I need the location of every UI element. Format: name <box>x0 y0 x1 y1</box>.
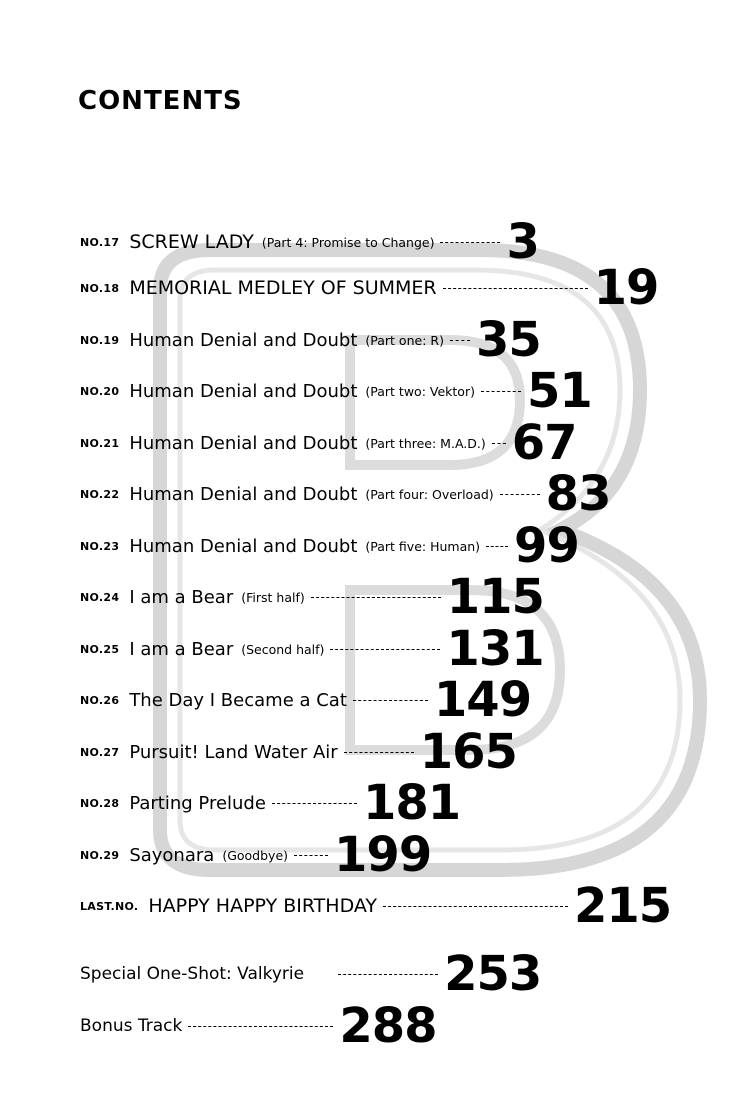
toc-entry <box>80 415 577 471</box>
toc-entry <box>80 518 579 574</box>
dot-leader <box>481 391 521 392</box>
chapter-title: Parting Prelude <box>129 792 266 814</box>
page-number: 215 <box>574 878 672 934</box>
chapter-number: NO.29 <box>80 848 120 862</box>
page-title: CONTENTS <box>78 86 243 116</box>
chapter-number: NO.21 <box>80 436 120 450</box>
chapter-subtitle: (Second half) <box>241 641 325 657</box>
chapter-number: NO.24 <box>80 590 120 604</box>
chapter-number: LAST.NO. <box>80 899 139 913</box>
page-number: 99 <box>514 518 579 574</box>
extra-title: Bonus Track <box>80 1016 183 1036</box>
chapter-title: HAPPY HAPPY BIRTHDAY <box>148 895 377 917</box>
toc-extra-entry <box>80 998 437 1054</box>
page-number: 51 <box>526 363 592 419</box>
page-number: 288 <box>339 998 437 1054</box>
page-number: 165 <box>419 724 517 780</box>
toc-entry <box>80 672 532 728</box>
chapter-subtitle: (Part 4: Promise to Change) <box>261 234 435 250</box>
chapter-subtitle: (Goodbye) <box>222 847 289 863</box>
dot-leader <box>440 242 500 243</box>
chapter-title: Human Denial and Doubt <box>129 380 358 402</box>
chapter-title: I am a Bear <box>129 586 234 608</box>
toc-entry <box>80 569 544 625</box>
chapter-title: I am a Bear <box>129 638 234 660</box>
page-number: 253 <box>444 946 542 1002</box>
page-number: 199 <box>334 827 432 883</box>
chapter-number: NO.28 <box>80 796 120 810</box>
dot-leader <box>450 340 470 341</box>
toc-entry <box>80 827 432 883</box>
chapter-title: Human Denial and Doubt <box>129 329 358 351</box>
page-number: 181 <box>362 775 461 831</box>
page-number: 19 <box>593 260 659 316</box>
chapter-title: Human Denial and Doubt <box>129 432 358 454</box>
dot-leader <box>383 906 568 907</box>
chapter-number: NO.19 <box>80 333 120 347</box>
chapter-number: NO.17 <box>80 235 120 249</box>
page-number: 115 <box>446 569 544 625</box>
chapter-subtitle: (Part five: Human) <box>365 538 481 554</box>
dot-leader <box>338 974 438 975</box>
toc-entry <box>80 724 517 780</box>
page-number: 67 <box>511 415 577 471</box>
toc-entry <box>80 878 672 934</box>
dot-leader <box>330 649 440 650</box>
page-number: 3 <box>506 214 539 270</box>
dot-leader <box>486 546 508 547</box>
chapter-number: NO.27 <box>80 745 120 759</box>
chapter-number: NO.25 <box>80 642 120 656</box>
dot-leader <box>188 1026 333 1027</box>
chapter-subtitle: (Part one: R) <box>365 332 444 348</box>
dot-leader <box>272 803 357 804</box>
chapter-number: NO.22 <box>80 487 120 501</box>
chapter-title: Pursuit! Land Water Air <box>129 741 338 763</box>
toc-extra-entry <box>80 946 542 1002</box>
chapter-title: MEMORIAL MEDLEY OF SUMMER <box>129 277 437 299</box>
page-number: 149 <box>433 672 532 728</box>
chapter-subtitle: (Part four: Overload) <box>365 486 494 502</box>
chapter-title: Human Denial and Doubt <box>129 535 358 557</box>
toc-entry <box>80 260 659 316</box>
toc-entry <box>80 214 539 270</box>
toc-entry <box>80 775 461 831</box>
chapter-title: The Day I Became a Cat <box>129 689 347 711</box>
dot-leader <box>311 597 441 598</box>
dot-leader <box>443 288 588 289</box>
page-number: 131 <box>446 621 544 677</box>
toc-entry <box>80 363 592 419</box>
dot-leader <box>294 855 328 856</box>
dot-leader <box>500 494 540 495</box>
chapter-number: NO.23 <box>80 539 120 553</box>
toc-entry <box>80 621 544 677</box>
extra-title: Special One-Shot: Valkyrie <box>80 964 305 984</box>
dot-leader <box>492 443 506 444</box>
chapter-subtitle: (Part two: Vektor) <box>365 383 475 399</box>
toc-entry <box>80 466 611 522</box>
chapter-subtitle: (Part three: M.A.D.) <box>365 435 486 451</box>
dot-leader <box>344 752 414 753</box>
page-number: 35 <box>475 312 541 368</box>
chapter-title: SCREW LADY <box>129 231 254 253</box>
chapter-number: NO.20 <box>80 384 120 398</box>
dot-leader <box>353 700 428 701</box>
page-number: 83 <box>545 466 611 522</box>
chapter-title: Sayonara <box>129 844 215 866</box>
chapter-subtitle: (First half) <box>241 589 305 605</box>
chapter-number: NO.18 <box>80 281 120 295</box>
chapter-title: Human Denial and Doubt <box>129 483 358 505</box>
toc-entry <box>80 312 541 368</box>
chapter-number: NO.26 <box>80 693 120 707</box>
